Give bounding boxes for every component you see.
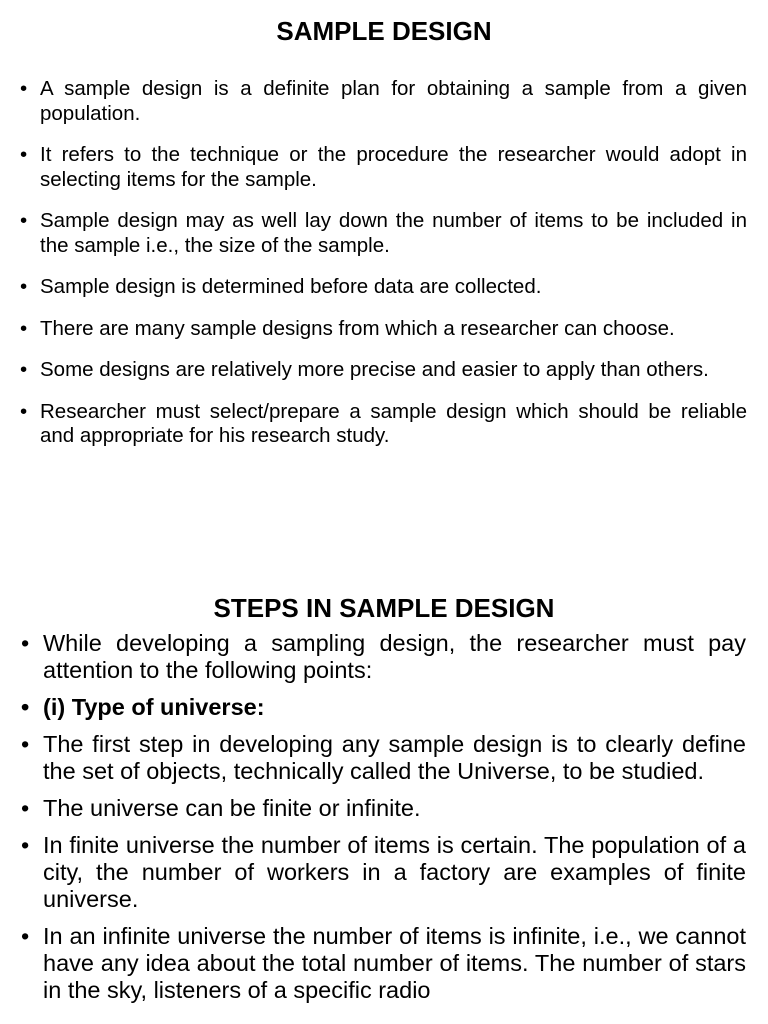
bullet-item: • There are many sample designs from which a researcher can choose. [40, 317, 747, 342]
bullet-item-heading: • (i) Type of universe: [43, 694, 746, 721]
bullet-item: • In an infinite universe the number of items is infinite, i.e., we cannot have any idea about the total number of items. The number of stars in the sky, listeners of a specific radio [43, 923, 746, 1004]
bullet-item: • Some designs are relatively more precise and easier to apply than others. [40, 358, 747, 383]
bullet-item: • The first step in developing any sample design is to clearly define the set of objects, technically called the Universe, to be studied. [43, 731, 746, 785]
section-steps-in-sample-design [0, 590, 768, 1014]
section-sample-design [0, 14, 768, 466]
bullet-list [0, 630, 768, 1004]
bullet-item: • Sample design may as well lay down the number of items to be included in the sample i.e., the size of the sample. [40, 209, 747, 258]
bullet-item: • A sample design is a definite plan for obtaining a sample from a given population. [40, 77, 747, 126]
section-title: STEPS IN SAMPLE DESIGN [213, 593, 555, 623]
bullet-item: • The universe can be finite or infinite. [43, 795, 746, 822]
bullet-item: • It refers to the technique or the procedure the researcher would adopt in selecting items for the sample. [40, 143, 747, 192]
bullet-item: • While developing a sampling design, the researcher must pay attention to the following points: [43, 630, 746, 684]
section-title: SAMPLE DESIGN [276, 16, 492, 46]
bullet-item: • Sample design is determined before data are collected. [40, 275, 747, 300]
bullet-item: • Researcher must select/prepare a sample design which should be reliable and appropriate for his research study. [40, 400, 747, 449]
bullet-item: • In finite universe the number of items is certain. The population of a city, the number of workers in a factory are examples of finite universe. [43, 832, 746, 913]
bullet-list [0, 77, 768, 449]
